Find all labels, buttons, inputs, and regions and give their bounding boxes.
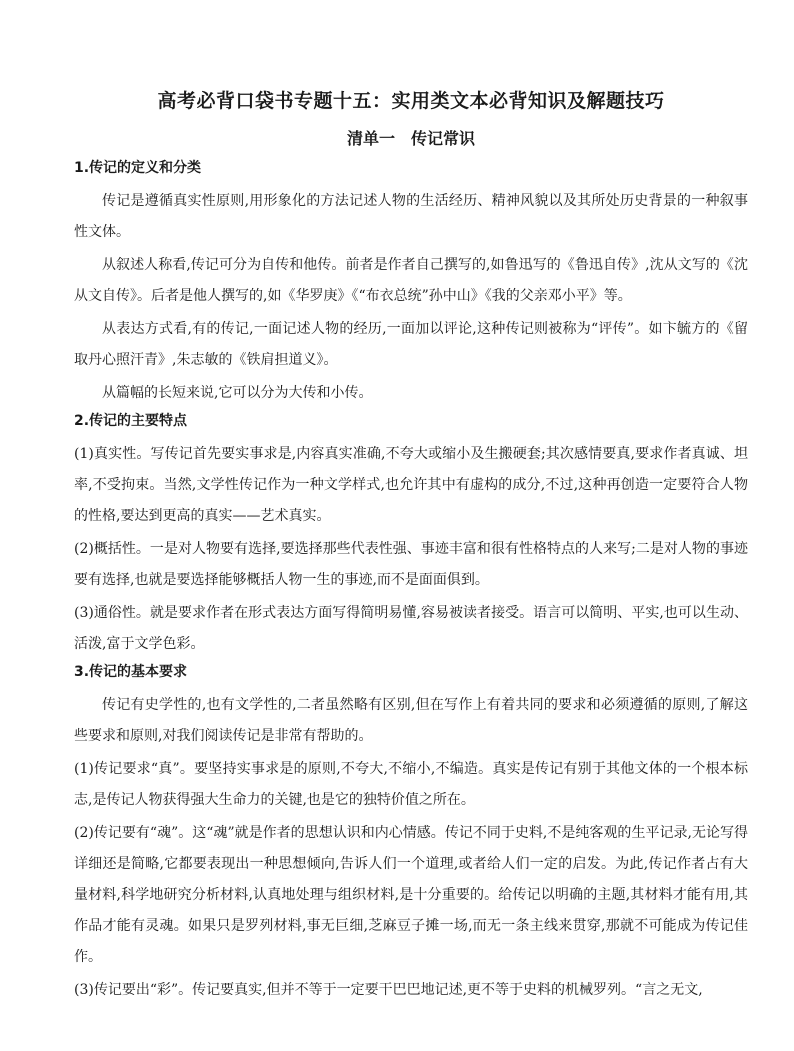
section-heading-definition: 1.传记的定义和分类 (74, 160, 202, 176)
page-subtitle: 清单一 传记常识 (346, 129, 475, 148)
document-body (74, 158, 748, 1008)
paragraph: (1)传记要求“真”。要坚持实事求是的原则,不夸大,不缩小,不编造。真实是传记有别于其他文体的一个根本标志,是传记人物获得强大生命力的关键,也是它的独特价值之所在。 (74, 761, 748, 808)
paragraph: (3)传记要出“彩”。传记要真实,但并不等于一定要干巴巴地记述,更不等于史料的机械罗列。“言之无文, (74, 982, 703, 998)
paragraph: 传记是遵循真实性原则,用形象化的方法记述人物的生活经历、精神风貌以及其所处历史背景的一种叙事性文体。 (74, 193, 748, 240)
paragraph: (2)概括性。一是对人物要有选择,要选择那些代表性强、事迹丰富和很有性格特点的人来写;二是对人物的事迹要有选择,也就是要选择能够概括人物一生的事迹,而不是面面俱到。 (74, 541, 748, 588)
paragraph: (3)通俗性。就是要求作者在形式表达方面写得简明易懂,容易被读者接受。语言可以简明、平实,也可以生动、活泼,富于文学色彩。 (74, 605, 748, 652)
page-title: 高考必背口袋书专题十五：实用类文本必背知识及解题技巧 (157, 90, 665, 112)
paragraph: (1)真实性。写传记首先要实事求是,内容真实准确,不夸大或缩小及生搬硬套;其次感情要真,要求作者真诚、坦率,不受拘束。当然,文学性传记作为一种文学样式,也允许其中有虚构的成分,不过,这种再创造一定要符合人物的性格,要达到更高的真实——艺术真实。 (74, 446, 748, 524)
paragraph: (2)传记要有“魂”。这“魂”就是作者的思想认识和内心情感。传记不同于史料,不是纯客观的生平记录,无论写得详细还是简略,它都要表现出一种思想倾向,告诉人们一个道理,或者给人们一定的启发。为此,传记作者占有大量材料,科学地研究分析材料,认真地处理与组织材料,是十分重要的。给传记以明确的主题,其材料才能有用,其作品才能有灵魂。如果只是罗列材料,事无巨细,芝麻豆子摊一场,而无一条主线来贯穿,那就不可能成为传记佳作。 (74, 825, 748, 965)
section-heading-features: 2.传记的主要特点 (74, 413, 188, 429)
section-heading-requirements: 3.传记的基本要求 (74, 664, 188, 680)
paragraph: 传记有史学性的,也有文学性的,二者虽然略有区别,但在写作上有着共同的要求和必须遵循的原则,了解这些要求和原则,对我们阅读传记是非常有帮助的。 (74, 697, 748, 744)
paragraph: 从篇幅的长短来说,它可以分为大传和小传。 (102, 385, 373, 401)
paragraph: 从表达方式看,有的传记,一面记述人物的经历,一面加以评论,这种传记则被称为“评传”。如卞毓方的《留取丹心照汗青》,朱志敏的《铁肩担道义》。 (74, 321, 748, 368)
paragraph: 从叙述人称看,传记可分为自传和他传。前者是作者自己撰写的,如鲁迅写的《鲁迅自传》,沈从文写的《沈从文自传》。后者是他人撰写的,如《华罗庚》《“布衣总统”孙中山》《我的父亲邓小平》等。 (74, 257, 748, 304)
